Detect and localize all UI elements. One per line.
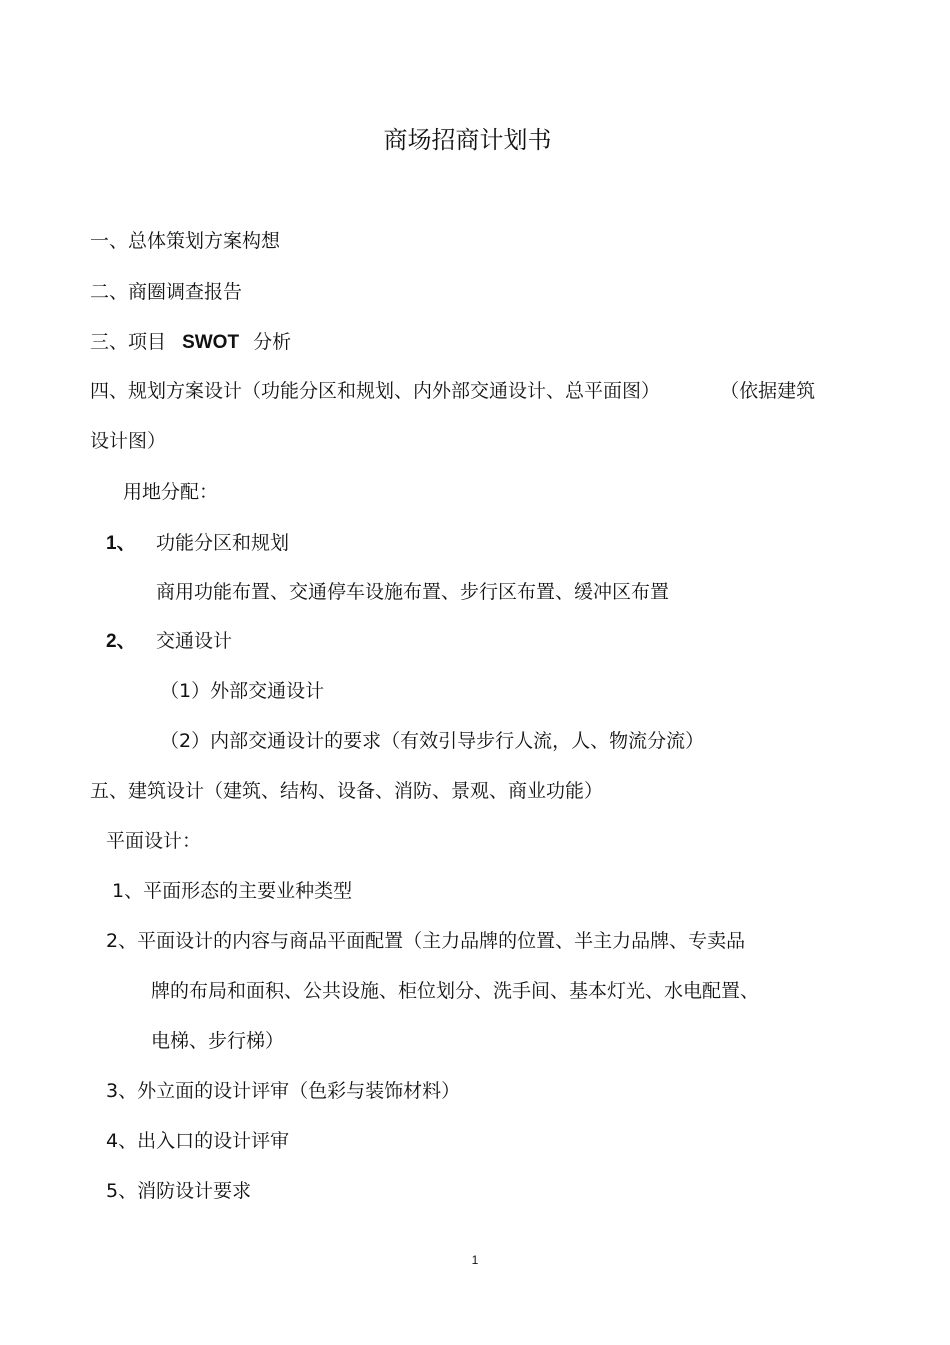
section-3-prefix: 三、项目 [90,331,167,353]
item-1-number: 1、 [106,533,136,554]
plan-item-2-line-1: 2、平面设计的内容与商品平面配置（主力品牌的位置、半主力品牌、专卖品 [106,930,746,952]
item-2-text: 交通设计 [156,630,233,652]
page-number: 1 [471,1253,479,1267]
section-4-part1: 四、规划方案设计（功能分区和规划、内外部交通设计、总平面图） [90,380,661,402]
section-2-heading: 二、商圈调查报告 [90,281,243,303]
plan-item-2-line-3: 电梯、步行梯） [151,1030,285,1052]
plan-item-4: 4、出入口的设计评审 [106,1130,290,1152]
section-3-heading [90,328,291,357]
section-3-suffix: 分析 [253,331,292,353]
section-4-heading [90,377,815,405]
plan-item-3: 3、外立面的设计评审（色彩与装饰材料） [106,1080,461,1102]
plan-item-5: 5、消防设计要求 [106,1180,252,1202]
section-4-part2: （依据建筑 [720,380,816,402]
item-1-detail: 商用功能布置、交通停车设施布置、步行区布置、缓冲区布置 [156,581,670,603]
section-5-heading: 五、建筑设计（建筑、结构、设备、消防、景观、商业功能） [90,780,604,802]
section-1-heading: 一、总体策划方案构想 [90,230,281,252]
plan-item-2-line-2: 牌的布局和面积、公共设施、柜位划分、洗手间、基本灯光、水电配置、 [151,980,760,1002]
item-1-text: 功能分区和规划 [156,532,290,554]
item-2 [106,627,233,656]
item-2-sub-1: （1）外部交通设计 [160,680,325,702]
item-2-sub-2: （2）内部交通设计的要求（有效引导步行人流，人、物流分流） [160,730,705,752]
land-use-label: 用地分配： [123,481,219,503]
page-title: 商场招商计划书 [383,126,552,154]
plan-design-label: 平面设计： [106,830,202,852]
section-4-continuation: 设计图） [90,430,167,452]
item-1 [106,529,290,558]
item-2-number: 2、 [106,631,136,652]
plan-item-1: 1、平面形态的主要业种类型 [112,880,353,902]
section-3-swot: SWOT [182,332,240,353]
